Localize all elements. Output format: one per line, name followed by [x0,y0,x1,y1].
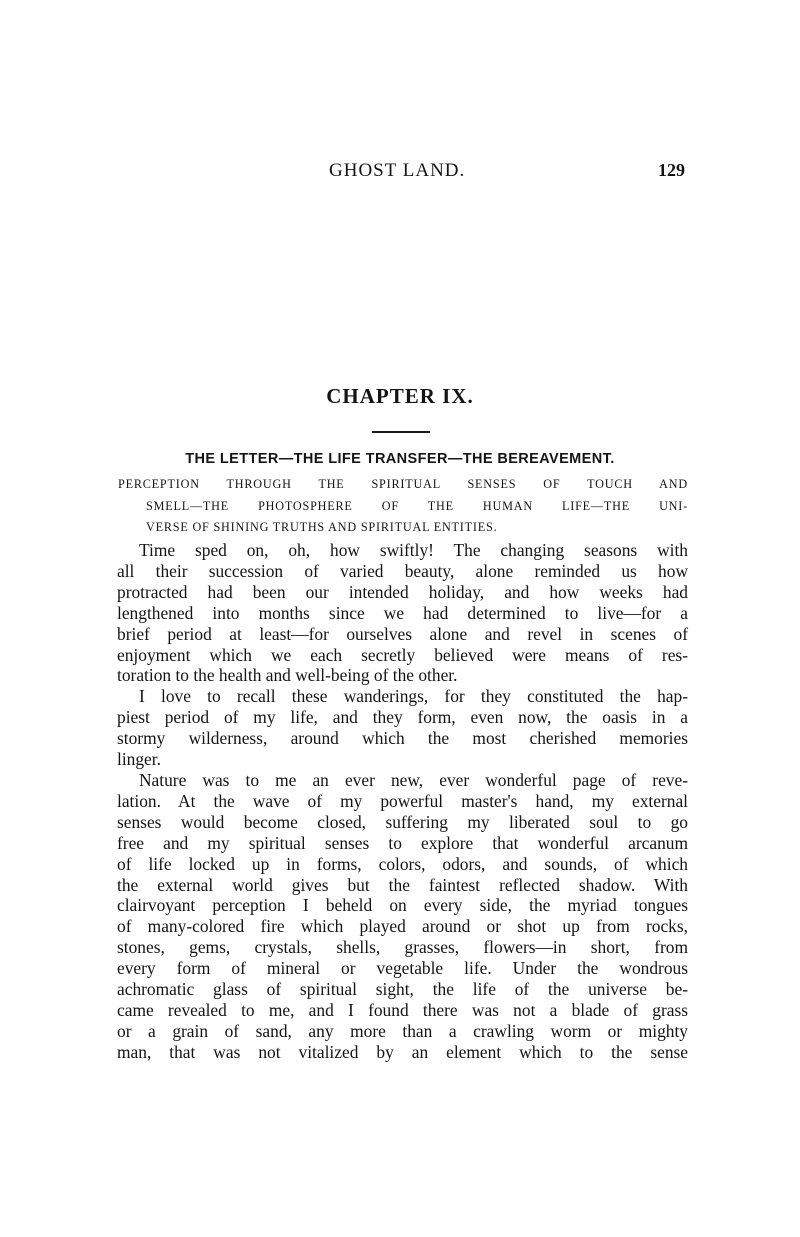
synopsis-line: PERCEPTION THROUGH THE SPIRITUAL SENSES OF TOUCH AND [118,477,688,491]
text-line: protracted had been our intended holiday, and how weeks had [117,581,688,602]
text-line: piest period of my life, and they form, even now, the oasis in a [117,707,688,728]
paragraph [117,540,688,686]
text-line: stones, gems, crystals, shells, grasses, flowers—in short, from [117,937,688,958]
text-line: linger. [117,749,161,770]
text-line: stormy wilderness, around which the most cherished memories [117,728,688,749]
text-line: every form of mineral or vegetable life. Under the wondrous [117,958,688,979]
chapter-divider [372,431,430,433]
text-line: all their succession of varied beauty, alone reminded us how [117,560,688,581]
synopsis-line: VERSE OF SHINING TRUTHS AND SPIRITUAL ENTITIES. [146,520,498,534]
page-number: 129 [658,160,685,180]
text-line: man, that was not vitalized by an element which to the sense [117,1041,688,1062]
text-line: lation. At the wave of my powerful master's hand, my external [117,790,688,811]
text-line: enjoyment which we each secretly believed were means of res- [117,644,688,665]
text-line: senses would become closed, suffering my liberated soul to go [117,811,688,832]
body-text [117,540,688,1063]
text-line: of many-colored fire which played around or shot up from rocks, [117,916,688,937]
text-line: toration to the health and well-being of the other. [117,665,458,686]
text-line: brief period at least—for ourselves alone and revel in scenes of [117,623,688,644]
text-line: or a grain of sand, any more than a crawling worm or mighty [117,1020,688,1041]
text-line: of life locked up in forms, colors, odors, and sounds, of which [117,853,688,874]
paragraph [117,686,688,770]
chapter-summary-heading: THE LETTER—THE LIFE TRANSFER—THE BEREAVEMENT. [185,451,615,467]
synopsis-line: SMELL—THE PHOTOSPHERE OF THE HUMAN LIFE—THE UNI- [146,498,688,513]
running-head [0,160,800,186]
paragraph [117,770,688,1063]
chapter-title: CHAPTER IX. [326,384,474,408]
text-line: clairvoyant perception I beheld on every side, the myriad tongues [117,895,688,916]
text-line: came revealed to me, and I found there was not a blade of grass [117,999,688,1020]
text-line: achromatic glass of spiritual sight, the life of the universe be- [117,979,688,1000]
running-title: GHOST LAND. [329,160,466,181]
text-line: free and my spiritual senses to explore that wonderful arcanum [117,832,688,853]
text-line: I love to recall these wanderings, for they constituted the hap- [139,686,688,707]
text-line: lengthened into months since we had determined to live—for a [117,602,688,623]
text-line: Nature was to me an ever new, ever wonderful page of reve- [139,769,688,790]
chapter-synopsis [118,474,688,539]
text-line: Time sped on, oh, how swiftly! The changing seasons with [139,540,688,560]
text-line: the external world gives but the faintest reflected shadow. With [117,874,688,895]
